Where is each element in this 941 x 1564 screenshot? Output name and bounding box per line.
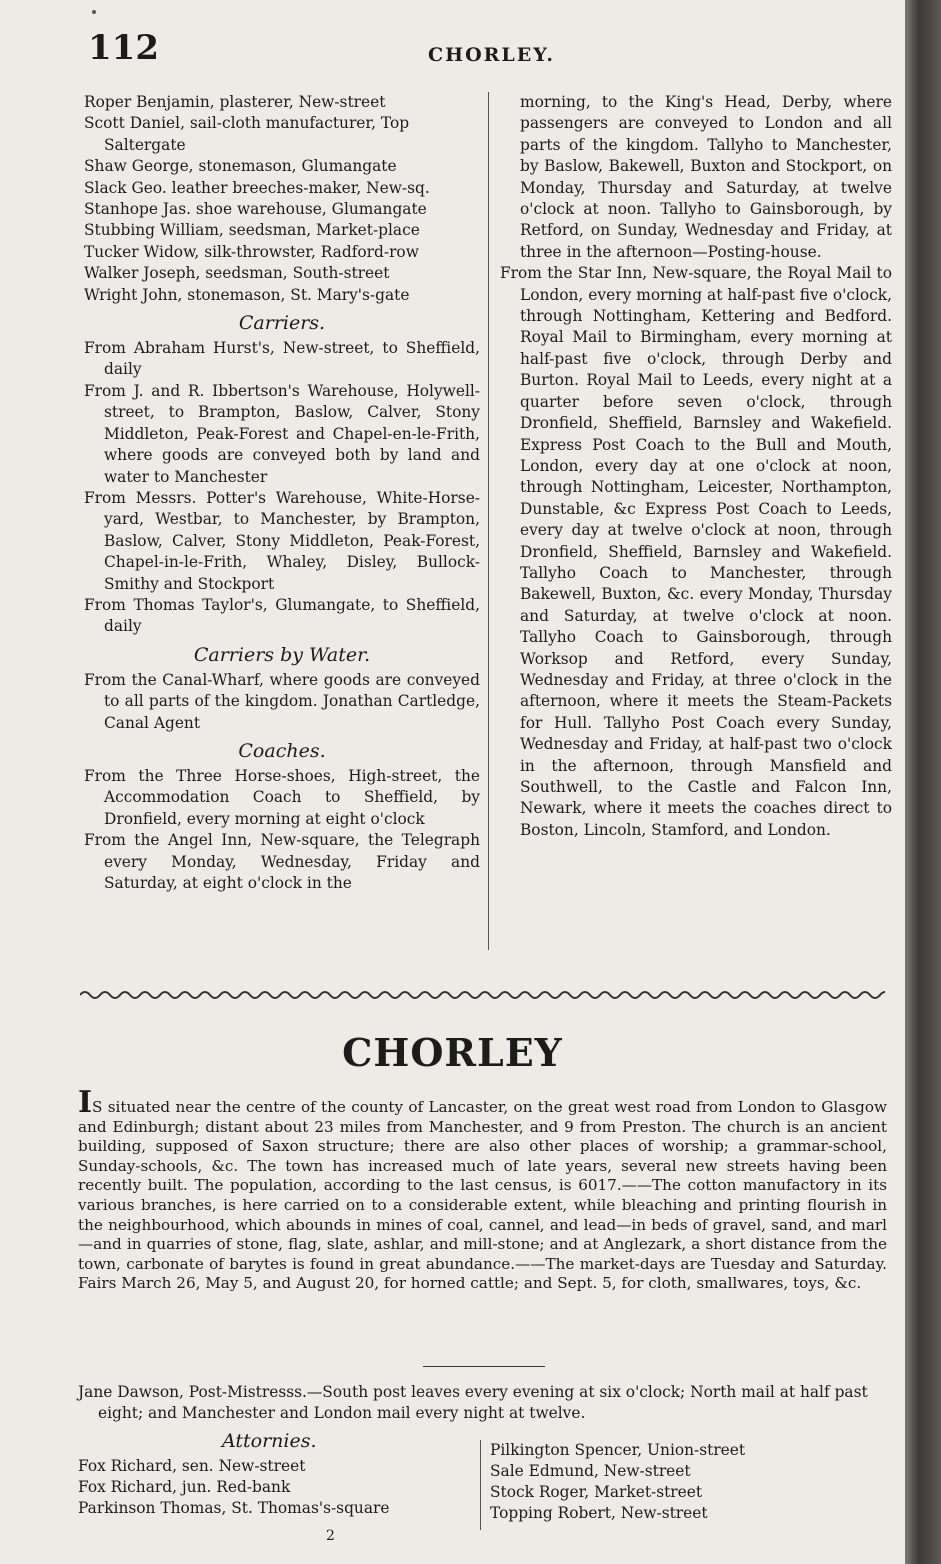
list-item: Topping Robert, New-street: [490, 1504, 708, 1522]
coach-continuation: morning, to the King's Head, Derby, where passengers are conveyed to London and all parts of the kingdom. Tallyho to Manchester, by Baslow, Bakewell, Buxton and Stockport, on Monday, Thursday and Saturday, at twelve o'clock at noon. Tallyho to Gainsborough, by Retford, on Sunday, Wednesday and Friday, at three in the afternoon—Posting-house.: [520, 93, 892, 261]
carrier-entry: From Thomas Taylor's, Glumangate, to Sheffield, daily: [84, 595, 480, 636]
signature-mark: 2: [326, 1528, 335, 1544]
coach-entry: From the Angel Inn, New-square, the Telegraph every Monday, Wednesday, Friday and Saturday, at eight o'clock in the: [84, 831, 480, 892]
page-number: 112: [88, 28, 159, 68]
ink-spot: [92, 10, 96, 14]
attorneys-divider: [480, 1440, 481, 1530]
list-item: Wright John, stonemason, St. Mary's-gate: [84, 285, 410, 304]
residents-list: [84, 92, 480, 306]
list-item: Stubbing William, seedsman, Market-place: [84, 221, 420, 240]
section-title: CHORLEY: [342, 1030, 563, 1075]
water-carriers-heading: Carriers by Water.: [193, 643, 371, 666]
list-item: Sale Edmund, New-street: [490, 1462, 691, 1480]
list-item: Shaw George, stonemason, Glumangate: [84, 157, 397, 176]
left-column: [84, 92, 480, 894]
carriers-heading: Carriers.: [238, 312, 326, 335]
list-item: Roper Benjamin, plasterer, New-street: [84, 93, 386, 111]
page-edge-shadow: [905, 0, 941, 1564]
column-divider: [488, 92, 489, 950]
list-item: Fox Richard, jun. Red-bank: [78, 1478, 291, 1496]
list-item: Fox Richard, sen. New-street: [78, 1457, 306, 1475]
list-item: Slack Geo. leather breeches-maker, New-sq.: [84, 178, 430, 197]
carrier-entry: From Abraham Hurst's, New-street, to Sheffield, daily: [84, 339, 480, 379]
carrier-entry: From Messrs. Potter's Warehouse, White-Horse-yard, Westbar, to Manchester, by Brampton, Baslow, Calver, Stony Middleton, Peak-Forest, Chapel-in-le-Frith, Whaley, Disley, Bullock-Smithy and Stockport: [84, 488, 480, 593]
carrier-entry: From J. and R. Ibbertson's Warehouse, Holywell-street, to Brampton, Baslow, Calver, Stony Middleton, Peak-Forest and Chapel-en-le-Frith, where goods are conveyed both by land and water to Manchester: [84, 381, 480, 486]
attorneys-heading: Attornies.: [222, 1430, 317, 1452]
list-item: Parkinson Thomas, St. Thomas's-square: [78, 1499, 390, 1517]
right-column: [500, 92, 892, 841]
running-title: CHORLEY.: [428, 44, 555, 66]
star-inn-entry: From the Star Inn, New-square, the Royal Mail to London, every morning at half-past five o'clock, through Nottingham, Kettering and Bedford. Royal Mail to Birmingham, every morning at half-past five o'clock, through Derby and Burton. Royal Mail to Leeds, every night at a quarter before seven o'clock, through Dronfield, Sheffield, Barnsley and Wakefield. Express Post Coach to the Bull and Mouth, London, every day at one o'clock at noon, through Nottingham, Leicester, Northampton, Dunstable, &c Express Post Coach to Leeds, every day at twelve o'clock at noon, through Dronfield, Sheffield, Barnsley and Wakefield. Tallyho Coach to Manchester, through Bakewell, Buxton, &c. every Monday, Thursday and Saturday, at twelve o'clock at noon. Tallyho Coach to Gainsborough, through Worksop and Retford, every Sunday, Wednesday and Friday, at three o'clock in the afternoon, where it meets the Steam-Packets for Hull. Tallyho Post Coach every Sunday, Wednesday and Friday, at half-past two o'clock in the afternoon, through Mansfield and Southwell, to the Castle and Falcon Inn, Newark, where it meets the coaches direct to Boston, Lincoln, Stamford, and London.: [500, 264, 892, 839]
water-carrier-entry: From the Canal-Wharf, where goods are conveyed to all parts of the kingdom. Jonathan Cartledge, Canal Agent: [84, 670, 480, 732]
drop-cap: I: [78, 1085, 93, 1120]
town-description: [78, 1085, 887, 1294]
ornamental-divider: [80, 988, 885, 1002]
list-item: Pilkington Spencer, Union-street: [490, 1441, 746, 1459]
list-item: Scott Daniel, sail-cloth manufacturer, Top Saltergate: [84, 114, 410, 154]
attorneys-left-list: [78, 1456, 389, 1519]
coach-entry: From the Three Horse-shoes, High-street, the Accommodation Coach to Sheffield, by Dronfield, every morning at eight o'clock: [84, 766, 480, 828]
list-item: Tucker Widow, silk-throwster, Radford-row: [84, 242, 419, 261]
list-item: Stock Roger, Market-street: [490, 1483, 703, 1501]
description-text: S situated near the centre of the county of Lancaster, on the great west road from London to Glasgow and Edinburgh; distant about 23 miles from Manchester, and 9 from Preston. The church is an ancient building, supposed of Saxon structure; there are also other places of worship; a grammar-school, Sunday-schools, &c. The town has increased much of late years, several new streets having been recently built. The population, according to the last census, is 6017.——The cotton manufactory in its various branches, is here carried on to a considerable extent, while bleaching and printing flourish in the neighbourhood, which abounds in mines of coal, cannel, and lead—in beds of gravel, sand, and marl—and in quarries of stone, flag, slate, ashlar, and mill-stone; and at Anglezark, a short distance from the town, carbonate of barytes is found in great abundance.——The market-days are Tuesday and Saturday. Fairs March 26, May 5, and August 20, for horned cattle; and Sept. 5, for cloth, smallwares, toys, &c.: [78, 1098, 887, 1293]
list-item: Walker Joseph, seedsman, South-street: [84, 264, 390, 283]
coaches-heading: Coaches.: [238, 739, 326, 762]
short-rule: [423, 1366, 545, 1367]
attorneys-right-list: [490, 1440, 745, 1524]
list-item: Stanhope Jas. shoe warehouse, Glumangate: [84, 200, 427, 219]
post-office-notice: Jane Dawson, Post-Mistresss.—South post leaves every evening at six o'clock; North mail at half past eight; and Manchester and London mail every night at twelve.: [78, 1383, 868, 1422]
